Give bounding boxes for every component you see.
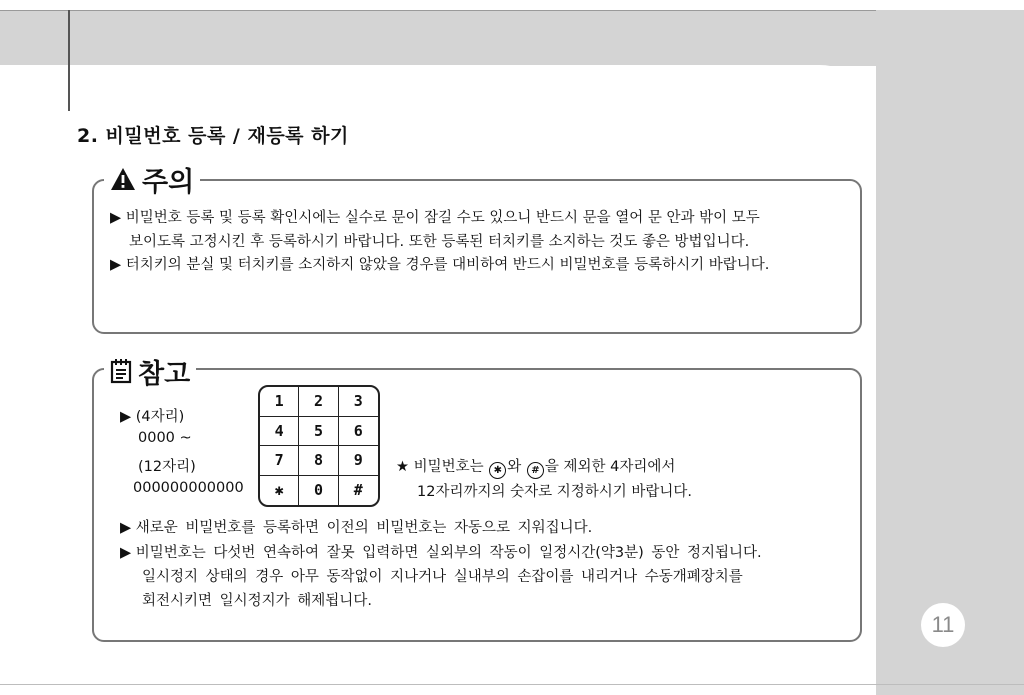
keypad-key: 8	[299, 446, 338, 476]
star-icon: ★	[396, 459, 409, 475]
caution-heading	[104, 160, 200, 198]
right-margin-band	[876, 10, 1024, 695]
caution-heading-label: 주의	[142, 166, 195, 198]
keypad-key: 7	[260, 446, 299, 476]
keypad-key: 9	[339, 446, 378, 476]
warning-icon	[110, 167, 136, 191]
keypad-key: 2	[299, 387, 338, 417]
caution-line-2: 보이도록 고정시킨 후 등록하시기 바랍니다. 또한 등록된 터치키를 소지하는 것도 좋은 방법입니다.	[129, 234, 750, 250]
bottom-rule	[0, 684, 1024, 685]
star-key-icon: ✱	[489, 462, 506, 479]
memo-icon	[110, 358, 132, 384]
keypad-key: 6	[339, 417, 378, 447]
keypad-illustration	[258, 385, 380, 507]
bullet-icon: ▶	[120, 409, 132, 425]
caution-line-3: ▶ 터치키의 분실 및 터치키를 소지하지 않았을 경우를 대비하여 반드시 비밀번호를 등록하시기 바랍니다.	[110, 257, 770, 273]
hash-key-icon: #	[527, 462, 544, 479]
section-title: 2. 비밀번호 등록 / 재등록 하기	[77, 125, 349, 147]
range-line-1: ▶ (4자리)	[120, 409, 185, 425]
note-line-4: 회전시키면 일시정지가 해제됩니다.	[142, 593, 372, 609]
keypad-key: 5	[299, 417, 338, 447]
bullet-icon: ▶	[110, 210, 122, 226]
star-note-line-2: 12자리까지의 숫자로 지정하시기 바랍니다.	[417, 484, 693, 500]
keypad-key: 4	[260, 417, 299, 447]
range-line-4: 000000000000	[133, 480, 244, 496]
note-line-1: ▶ 새로운 비밀번호를 등록하면 이전의 비밀번호는 자동으로 지워집니다.	[120, 520, 593, 536]
keypad-key: ✱	[260, 476, 299, 506]
bullet-icon: ▶	[110, 257, 122, 273]
margin-rule	[68, 10, 70, 111]
keypad-key: 0	[299, 476, 338, 506]
bullet-icon: ▶	[120, 545, 132, 561]
note-heading	[104, 352, 196, 390]
bullet-icon: ▶	[120, 520, 132, 536]
range-line-2: 0000 ~	[138, 430, 192, 446]
keypad-key: 1	[260, 387, 299, 417]
note-line-2: ▶ 비밀번호는 다섯번 연속하여 잘못 입력하면 실외부의 작동이 일정시간(약3분) 동안 정지됩니다.	[120, 545, 762, 561]
top-band	[0, 10, 1024, 66]
note-heading-label: 참고	[138, 358, 191, 390]
keypad-key: #	[353, 481, 363, 500]
caution-line-1: ▶ 비밀번호 등록 및 등록 확인시에는 실수로 문이 잠길 수도 있으니 반드시 문을 열어 문 안과 밖이 모두	[110, 210, 760, 226]
keypad-key: 3	[339, 387, 378, 417]
range-line-3: (12자리)	[138, 459, 196, 475]
page-number: 11	[921, 603, 965, 647]
note-line-3: 일시정지 상태의 경우 아무 동작없이 지나거나 실내부의 손잡이를 내리거나 수동개폐장치를	[142, 569, 743, 585]
star-note-line-1: ★ 비밀번호는 ✱ 와 # 을 제외한 4자리에서	[396, 455, 675, 479]
